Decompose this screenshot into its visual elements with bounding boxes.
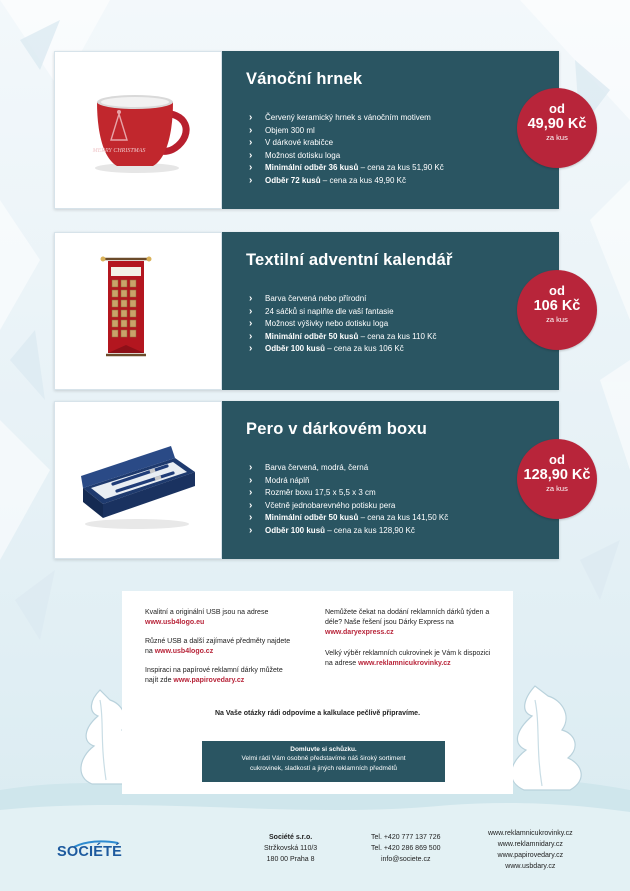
advent-calendar-icon [55, 233, 223, 391]
feature-item: › Včetně jednobarevného potisku pera [249, 499, 396, 511]
info-column-left [145, 608, 295, 695]
feature-item: › Barva červená, modrá, černá [249, 462, 369, 473]
meeting-line: Velmi rádi Vám osobně představíme náš široký sortiment [241, 755, 406, 763]
link-website[interactable]: www.papirovedary.cz [497, 852, 564, 859]
info-paragraph: Nemůžete čekat na dodání reklamních dárků týden a déle? Naše řešení jsou Dárky Express na www.daryexpress.cz [325, 609, 490, 636]
product-image-calendar [54, 232, 222, 390]
mug-print-text: MERRY CHRISTMAS [92, 148, 146, 154]
feature-item-bulk-order: › Odběr 72 kusů – cena za kus 49,90 Kč [249, 174, 406, 186]
price-amount: 49,90 Kč [527, 116, 587, 132]
chevron-right-icon: › [249, 174, 253, 186]
feature-item: › 24 sáčků si naplňte dle vaší fantasie [249, 305, 394, 317]
email-link[interactable]: info@societe.cz [380, 856, 431, 863]
link-website[interactable]: www.usbdary.cz [505, 863, 556, 870]
chevron-right-icon: › [249, 330, 253, 342]
feature-item: › V dárkové krabičce [249, 137, 334, 149]
product-card-calendar [54, 232, 559, 390]
product-card-mug [54, 51, 559, 209]
link-website[interactable]: www.reklamnicukrovinky.cz [488, 830, 573, 837]
chevron-right-icon: › [249, 524, 253, 536]
chevron-right-icon: › [249, 462, 253, 473]
product-image-mug [54, 51, 222, 209]
chevron-right-icon: › [249, 137, 253, 149]
meeting-title: Domluvte si schůzku. [290, 746, 357, 753]
product-card-pen [54, 401, 559, 559]
link-reklamnicukrovinky[interactable]: www.reklamnicukrovinky.cz [358, 660, 451, 667]
street: Stržkovská 110/3 [264, 845, 318, 852]
price-prefix: od [549, 101, 565, 116]
feature-item-bulk-order: › Odběr 100 kusů – cena za kus 106 Kč [249, 343, 404, 355]
feature-item: › Modrá náplň [249, 474, 310, 486]
feature-item: › Rozměr boxu 17,5 x 5,5 x 3 cm [249, 487, 376, 499]
info-column-right [325, 608, 495, 678]
product-features [248, 293, 436, 356]
product-features [248, 462, 448, 538]
chevron-right-icon: › [249, 293, 253, 304]
pen-box-icon [55, 402, 223, 560]
chevron-right-icon: › [249, 124, 253, 136]
company-address [264, 832, 317, 865]
chevron-right-icon: › [249, 318, 253, 330]
company-name: Société s.r.o. [269, 834, 313, 841]
website-links [488, 828, 573, 872]
product-image-pen [54, 401, 222, 559]
link-usb4logo-eu[interactable]: www.usb4logo.eu [145, 619, 205, 626]
chevron-right-icon: › [249, 112, 253, 123]
price-amount: 106 Kč [533, 298, 581, 314]
price-badge-calendar [517, 270, 597, 350]
link-papirovedary[interactable]: www.papirovedary.cz [173, 677, 245, 684]
price-unit: za kus [546, 484, 568, 493]
meeting-line: cukrovinek, sladkostí a jiných reklamních předmětů [249, 764, 398, 772]
link-website[interactable]: www.reklamnidary.cz [497, 841, 563, 848]
chevron-right-icon: › [249, 149, 253, 161]
brand-logo: SOCIÉTÉ [57, 844, 123, 860]
product-title: Textilní adventní kalendář [246, 251, 453, 269]
chevron-right-icon: › [249, 162, 253, 174]
price-prefix: od [549, 283, 565, 298]
chevron-right-icon: › [249, 487, 253, 499]
questions-note: Na Vaše otázky rádi odpovíme a kalkulace pečlivě připravíme. [214, 710, 421, 717]
feature-item-min-order: › Minimální odběr 50 kusů – cena za kus 141,50 Kč [249, 512, 449, 524]
price-badge-pen [517, 439, 597, 519]
chevron-right-icon: › [249, 305, 253, 317]
price-unit: za kus [546, 133, 568, 142]
phone-2[interactable]: Tel. +420 286 869 500 [371, 845, 441, 852]
chevron-right-icon: › [249, 474, 253, 486]
price-prefix: od [549, 452, 565, 467]
mug-icon [55, 52, 223, 210]
feature-item: › Možnost dotisku loga [249, 149, 341, 161]
feature-item: › Možnost výšivky nebo dotisku loga [249, 318, 389, 330]
contact-info [371, 832, 440, 865]
feature-item: › Barva červená nebo přírodní [249, 293, 367, 304]
price-amount: 128,90 Kč [523, 467, 591, 483]
info-paragraph: Velký výběr reklamních cukrovinek je Vám k dispozici na adrese www.reklamnicukrovinky.cz [325, 650, 491, 667]
price-unit: za kus [546, 315, 568, 324]
city: 180 00 Praha 8 [266, 856, 315, 863]
info-paragraph: Inspiraci na papírové reklamní dárky můžete najít zde www.papirovedary.cz [145, 667, 283, 684]
chevron-right-icon: › [249, 512, 253, 524]
feature-item: › Červený keramický hrnek s vánočním motivem [249, 112, 431, 123]
feature-item: › Objem 300 ml [249, 124, 315, 136]
phone-1[interactable]: Tel. +420 777 137 726 [371, 834, 441, 841]
feature-item-min-order: › Minimální odběr 50 kusů – cena za kus 110 Kč [249, 330, 437, 342]
product-title: Pero v dárkovém boxu [246, 420, 427, 438]
feature-item-bulk-order: › Odběr 100 kusů – cena za kus 128,90 Kč [249, 524, 415, 536]
product-title: Vánoční hrnek [246, 70, 363, 88]
meeting-box [202, 741, 445, 782]
feature-item-min-order: › Minimální odběr 36 kusů – cena za kus 51,90 Kč [249, 162, 444, 174]
snowy-tree-right-icon [511, 686, 581, 790]
product-features [248, 112, 444, 188]
info-paragraph: Různé USB a další zajímavé předměty najdete na www.usb4logo.cz [145, 638, 291, 655]
link-usb4logo-cz[interactable]: www.usb4logo.cz [154, 648, 214, 655]
chevron-right-icon: › [249, 499, 253, 511]
chevron-right-icon: › [249, 343, 253, 355]
footer [0, 820, 630, 891]
price-badge-mug [517, 88, 597, 168]
link-daryexpress[interactable]: www.daryexpress.cz [325, 629, 394, 636]
info-paragraph: Kvalitní a originální USB jsou na adrese www.usb4logo.eu [145, 609, 269, 626]
